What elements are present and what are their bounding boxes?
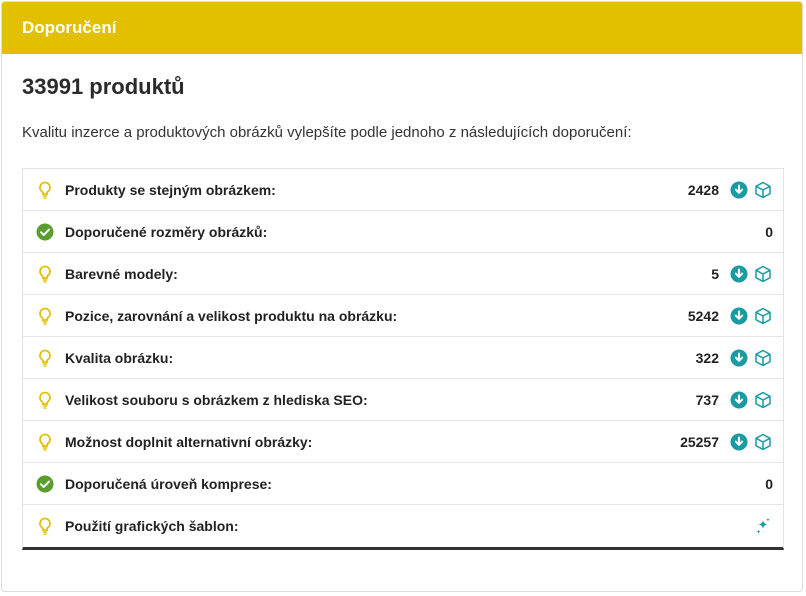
check-circle-icon	[35, 222, 55, 242]
download-icon[interactable]	[729, 432, 749, 452]
box-icon[interactable]	[753, 348, 773, 368]
recommendation-count: 322	[695, 349, 719, 366]
box-icon[interactable]	[753, 264, 773, 284]
recommendation-count: 737	[695, 391, 719, 408]
lightbulb-icon	[35, 264, 55, 284]
download-icon[interactable]	[729, 180, 749, 200]
recommendation-actions	[729, 306, 773, 326]
lightbulb-icon	[35, 516, 55, 536]
recommendation-label: Doporučené rozměry obrázků:	[65, 223, 268, 240]
recommendation-row	[23, 211, 783, 253]
recommendation-list	[22, 168, 784, 550]
recommendation-actions	[729, 432, 773, 452]
recommendations-card	[1, 1, 803, 592]
box-icon[interactable]	[753, 306, 773, 326]
box-icon[interactable]	[753, 180, 773, 200]
recommendation-count: 0	[765, 475, 773, 492]
download-icon[interactable]	[729, 348, 749, 368]
product-count-title: 33991 produktů	[22, 74, 185, 99]
box-icon[interactable]	[753, 432, 773, 452]
recommendation-count: 5242	[687, 307, 719, 324]
lightbulb-icon	[35, 390, 55, 410]
recommendation-row	[23, 337, 783, 379]
lightbulb-icon	[35, 180, 55, 200]
recommendation-row	[23, 505, 783, 547]
recommendation-label: Produkty se stejným obrázkem:	[65, 181, 276, 198]
lightbulb-icon	[35, 432, 55, 452]
recommendation-count: 0	[765, 223, 773, 240]
lightbulb-icon	[35, 306, 55, 326]
recommendation-row	[23, 463, 783, 505]
card-header	[2, 2, 802, 54]
download-icon[interactable]	[729, 390, 749, 410]
lightbulb-icon	[35, 348, 55, 368]
download-icon[interactable]	[729, 264, 749, 284]
recommendation-row	[23, 379, 783, 421]
recommendation-label: Doporučená úroveň komprese:	[65, 475, 272, 492]
sparkle-icon[interactable]	[753, 516, 773, 536]
recommendation-row	[23, 253, 783, 295]
box-icon[interactable]	[753, 390, 773, 410]
recommendation-count: 25257	[680, 433, 719, 450]
recommendation-actions	[729, 180, 773, 200]
recommendation-actions	[729, 348, 773, 368]
check-circle-icon	[35, 474, 55, 494]
header-title: Doporučení	[22, 18, 117, 37]
intro-text: Kvalitu inzerce a produktových obrázků vylepšíte podle jednoho z následujících doporučení:	[22, 124, 632, 141]
recommendation-label: Barevné modely:	[65, 265, 178, 282]
recommendation-label: Velikost souboru s obrázkem z hlediska SEO:	[65, 391, 368, 408]
recommendation-row	[23, 169, 783, 211]
recommendation-count: 5	[711, 265, 719, 282]
recommendation-actions	[729, 264, 773, 284]
recommendation-label: Pozice, zarovnání a velikost produktu na obrázku:	[65, 307, 398, 324]
recommendation-row	[23, 295, 783, 337]
recommendation-actions	[753, 516, 773, 536]
recommendation-row	[23, 421, 783, 463]
recommendation-label: Možnost doplnit alternativní obrázky:	[65, 433, 313, 450]
recommendation-label: Použití grafických šablon:	[65, 518, 239, 534]
recommendation-label: Kvalita obrázku:	[65, 349, 174, 366]
download-icon[interactable]	[729, 306, 749, 326]
recommendation-count: 2428	[687, 181, 719, 198]
recommendation-actions	[729, 390, 773, 410]
